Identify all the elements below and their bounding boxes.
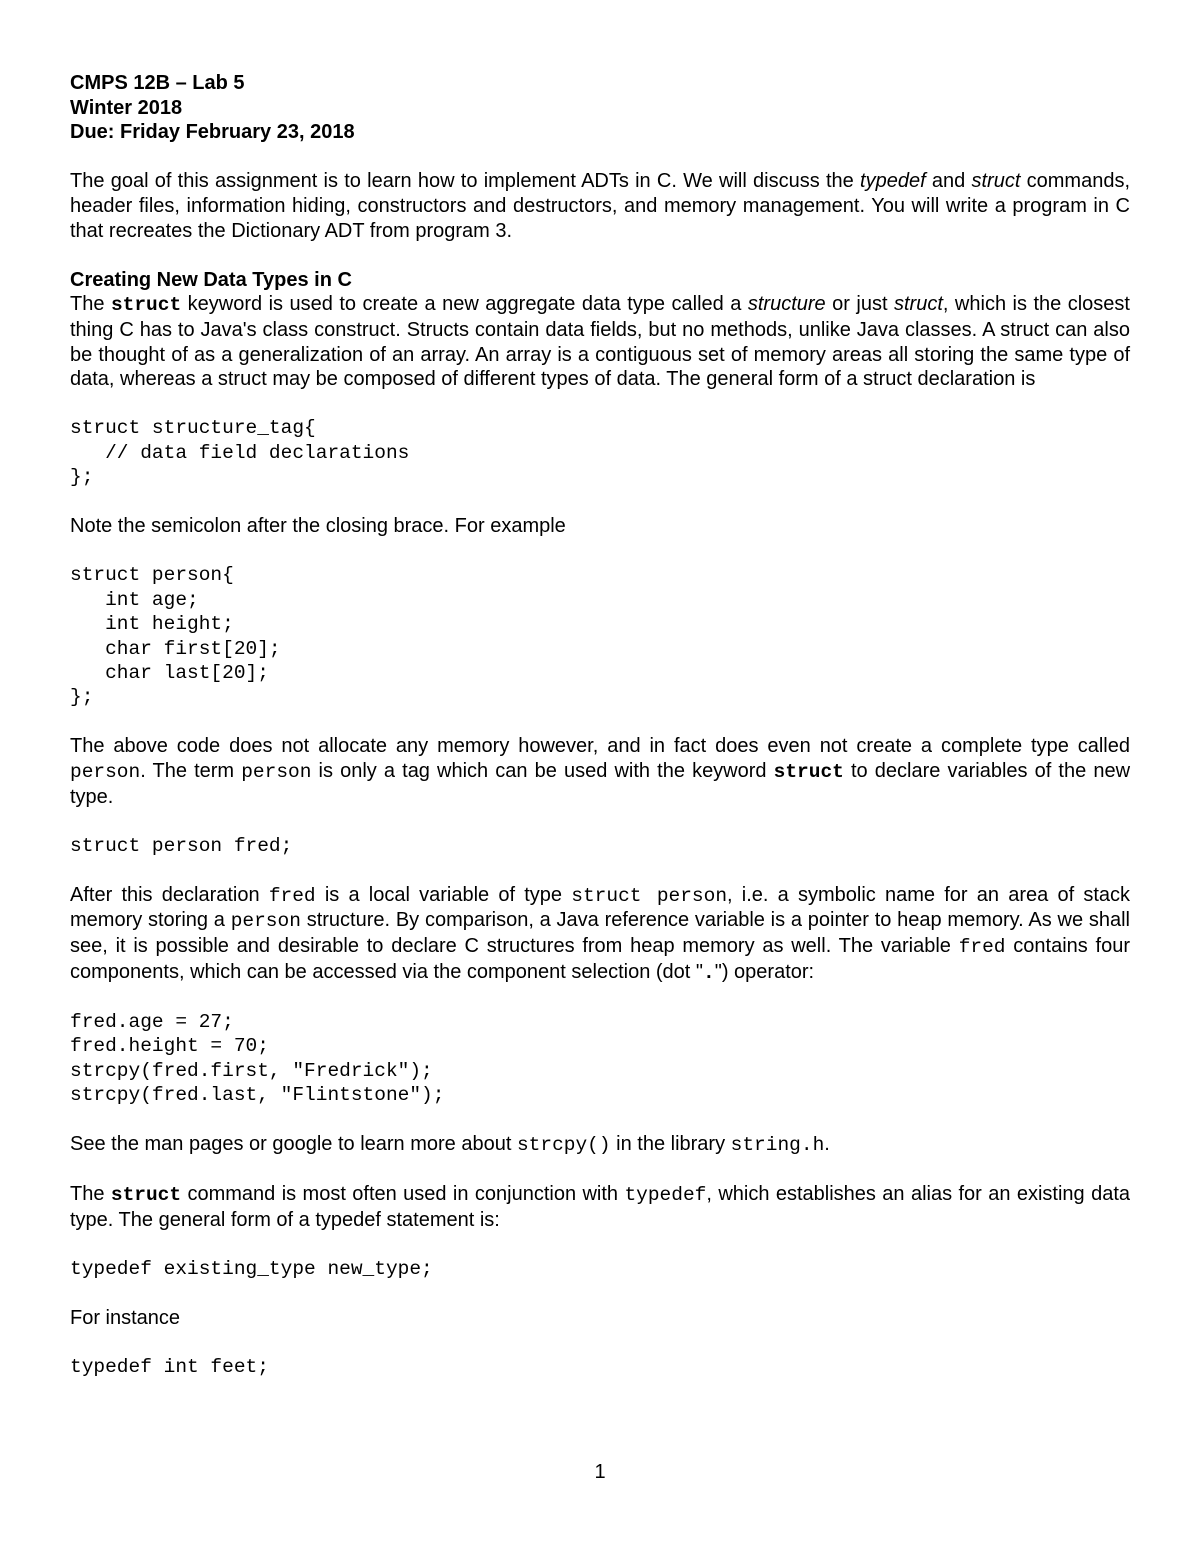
code-struct-general: struct structure_tag{ // data field declarations };	[70, 417, 410, 489]
spacer	[70, 243, 1130, 268]
spacer	[70, 1330, 1130, 1355]
spacer	[70, 858, 1130, 883]
spacer	[70, 1281, 1130, 1306]
code-struct-person: struct person{ int age; int height; char first[20]; char last[20]; };	[70, 564, 281, 709]
struct-term: struct	[971, 170, 1021, 193]
intro-paragraph: The goal of this assignment is to learn how to implement ADTs in C. We will discuss the typedef and struct commands, header files, information hiding, constructors and destructors, and memory management. You will write a program in C that recreates the Dictionary ADT from program 3.	[70, 170, 1130, 242]
page-number: 1	[594, 1461, 606, 1483]
spacer	[70, 985, 1130, 1010]
for-instance: For instance	[70, 1306, 181, 1329]
code-typedef-feet: typedef int feet;	[70, 1356, 269, 1379]
spacer	[70, 1232, 1130, 1257]
spacer	[70, 1158, 1130, 1183]
struct-intro-paragraph: The struct keyword is used to create a new aggregate data type called a structure or just struct, which is the closest thing C has to Java's class construct. Structs contain data fields, but no methods, unlike Java classes. A struct can also be thought of as a generalization of an array. An array is a contiguous set of memory areas all storing the same type of data, whereas a struct may be composed of different types of data. The general form of a struct declaration is	[70, 293, 1130, 391]
spacer	[70, 710, 1130, 735]
due-date: Due: Friday February 23, 2018	[70, 121, 355, 144]
spacer	[70, 392, 1130, 417]
course-title: CMPS 12B – Lab 5	[70, 72, 245, 94]
typedef-term: typedef	[860, 170, 926, 193]
strcpy-paragraph: See the man pages or google to learn more about strcpy() in the library string.h.	[70, 1132, 830, 1156]
code-declare-fred: struct person fred;	[70, 834, 293, 857]
fred-paragraph: After this declaration fred is a local variable of type struct person, i.e. a symbolic name for an area of stack memory storing a person structure. By comparison, a Java reference variable is a pointer to heap memory. As we shall see, it is possible and desirable to declare C structures from heap memory as well. The variable fred contains four components, which can be accessed via the component selection (dot ".") operator:	[70, 883, 1131, 984]
spacer	[70, 490, 1130, 515]
section-heading: Creating New Data Types in C	[70, 268, 352, 291]
code-fred-fields: fred.age = 27; fred.height = 70; strcpy(fred.first, "Fredrick"); strcpy(fred.last, "Flintstone");	[70, 1010, 445, 1106]
term-label: Winter 2018	[70, 96, 183, 119]
document-page	[70, 71, 1130, 1379]
spacer	[70, 1107, 1130, 1132]
spacer	[70, 539, 1130, 564]
typedef-paragraph: The struct command is most often used in conjunction with typedef, which establishes an alias for an existing data type. The general form of a typedef statement is:	[70, 1183, 1130, 1231]
tag-paragraph: The above code does not allocate any memory however, and in fact does even not create a complete type called person. The term person is only a tag which can be used with the keyword struct to declare variables of the new type.	[70, 735, 1131, 808]
spacer	[70, 809, 1130, 834]
code-typedef-general: typedef existing_type new_type;	[70, 1257, 433, 1280]
spacer	[70, 145, 1130, 170]
semicolon-note: Note the semicolon after the closing brace. For example	[70, 515, 566, 538]
